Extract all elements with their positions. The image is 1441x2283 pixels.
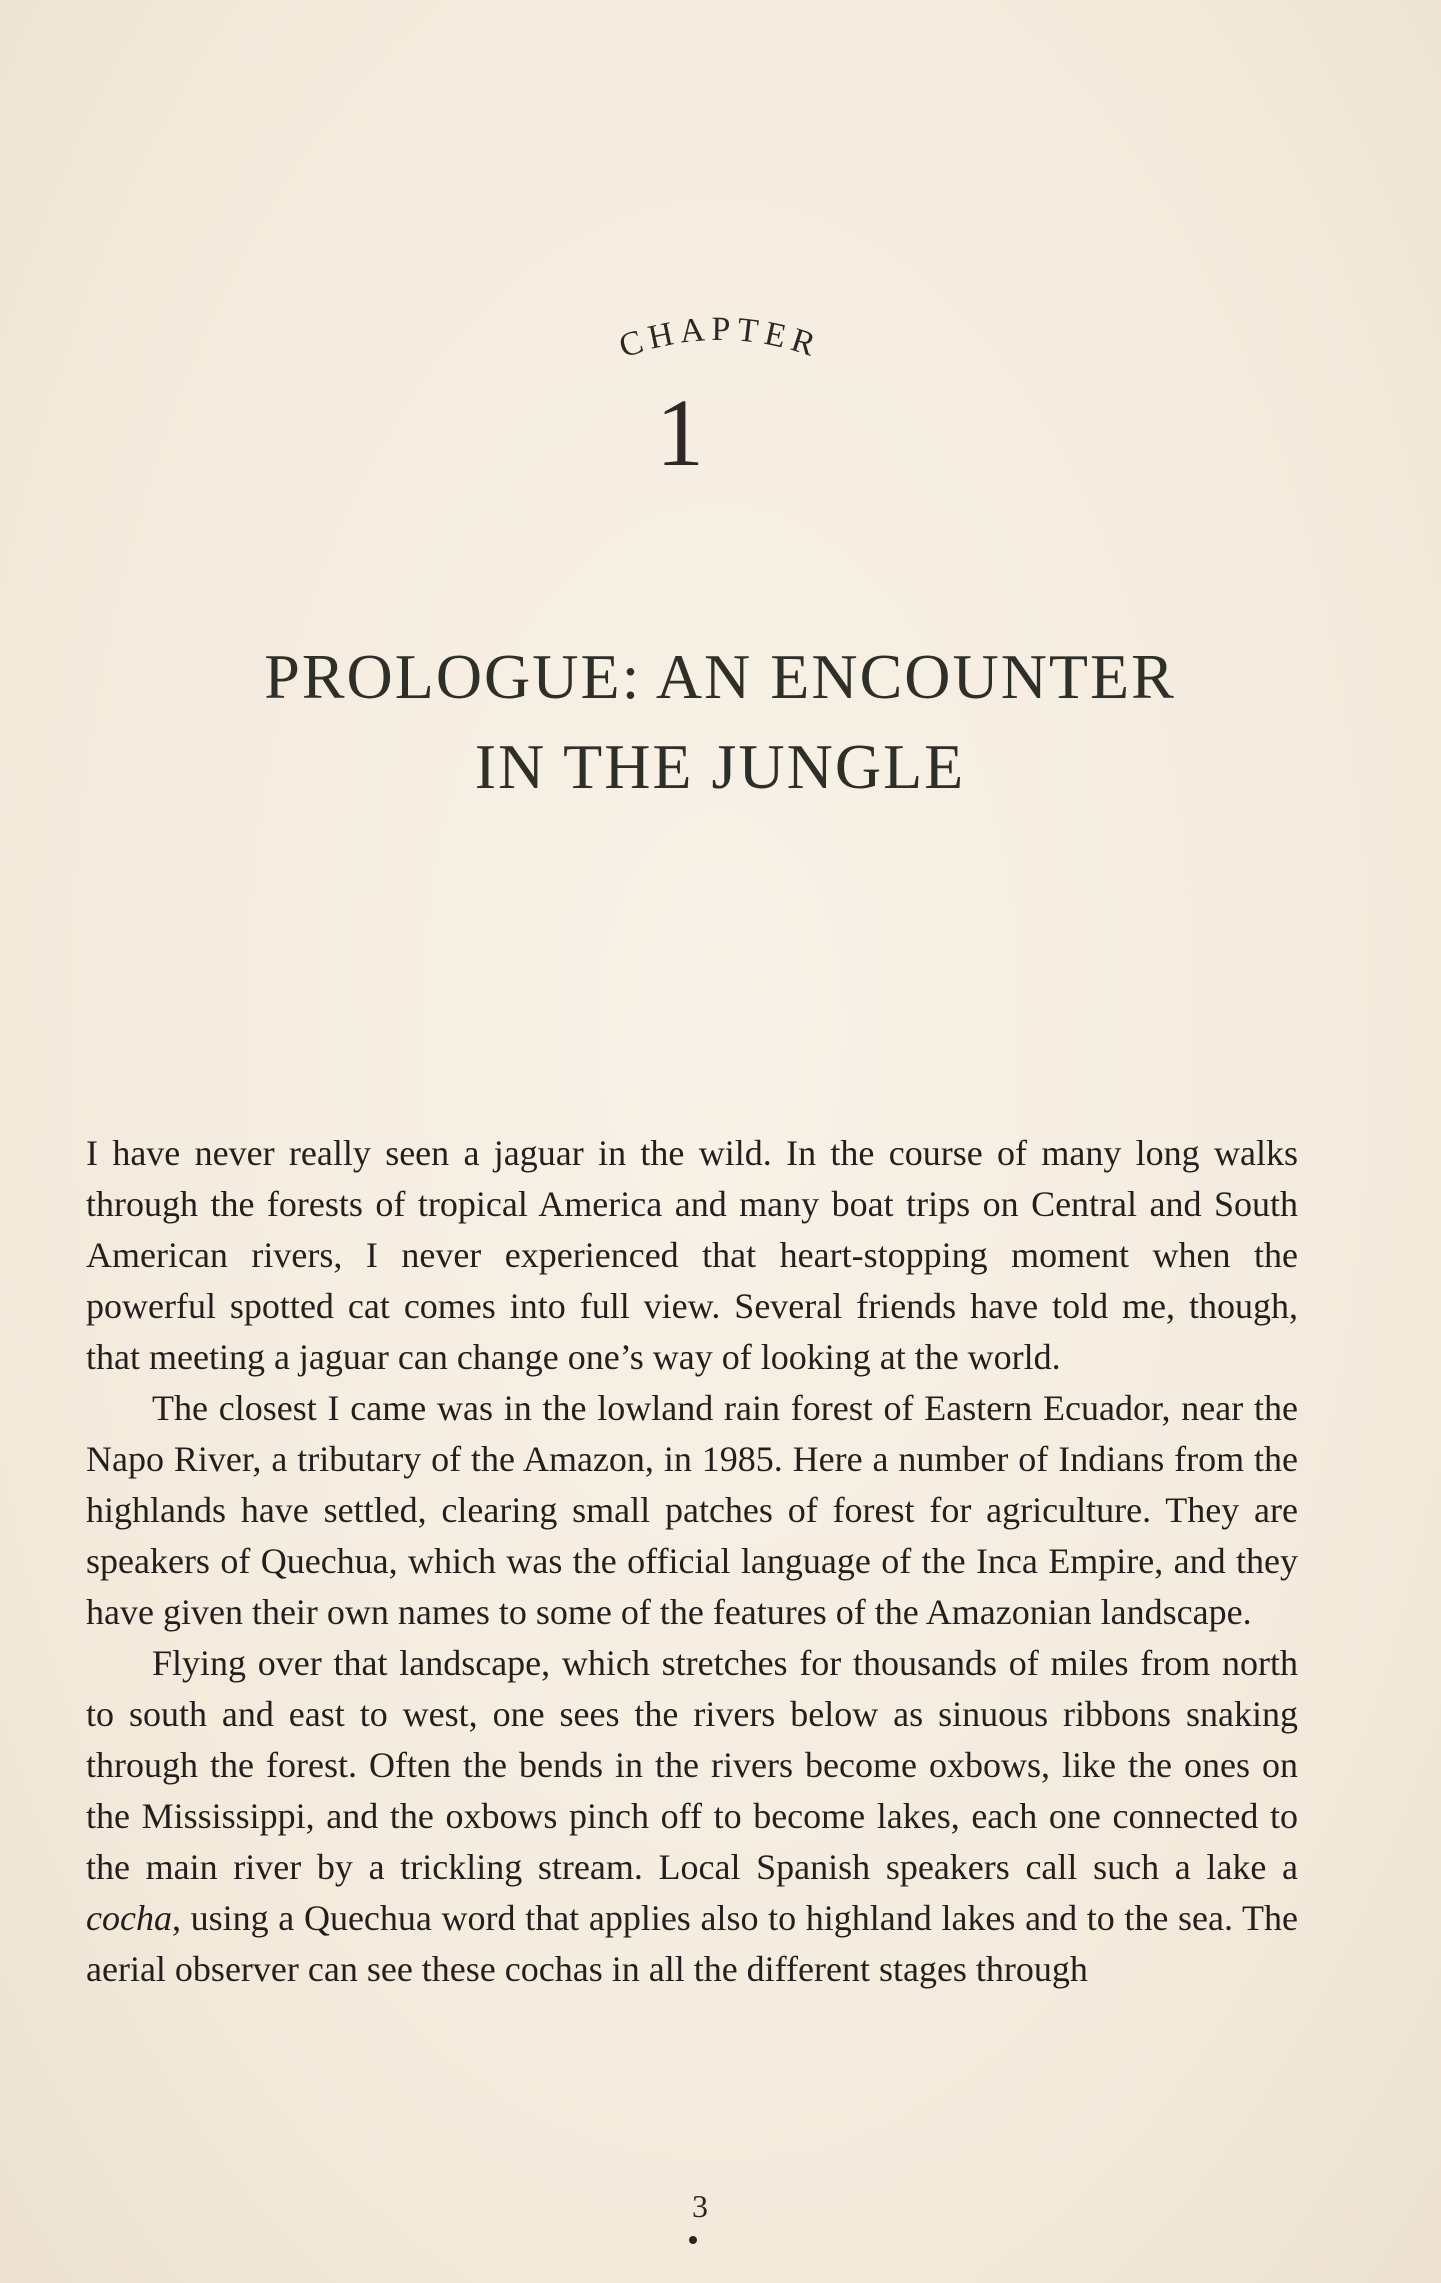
page-number: 3	[692, 2188, 708, 2224]
italic-term: cocha	[86, 1898, 172, 1938]
chapter-title-line-2: IN THE JUNGLE	[474, 731, 966, 802]
paragraph-2: The closest I came was in the lowland rain forest of Eastern Ecuador, near the Napo River, a tributary of the Amazon, in 1985. Here a number of Indians from the highlands have settled, clearing small patches of forest for agriculture. They are speakers of Quechua, which was the official language of the Inca Empire, and they have given their own names to some of the features of the Amazonian landscape.	[86, 1388, 1298, 1632]
chapter-label-text: CHAPTER	[614, 310, 826, 366]
body-text	[86, 1128, 1298, 1995]
chapter-arc-svg	[540, 290, 900, 400]
chapter-number: 1	[656, 379, 704, 486]
paragraph-3: Flying over that landscape, which stretches for thousands of miles from north to south and east to west, one sees the rivers below as sinuous ribbons snaking through the forest. Often the bends in the rivers become oxbows, like the ones on the Mississippi, and the oxbows pinch off to become lakes, each one connected to the main river by a trickling stream. Local Spanish speakers call such a lake a cocha, using a Quechua word that applies also to highland lakes and to the sea. The aerial observer can see these cochas in all the different stages through	[86, 1643, 1298, 1989]
page-ornament-dot	[689, 2236, 697, 2244]
chapter-title-line-1: PROLOGUE: AN ENCOUNTER	[264, 641, 1176, 712]
chapter-label	[540, 290, 900, 400]
paragraph-1: I have never really seen a jaguar in the wild. In the course of many long walks through the forests of tropical America and many boat trips on Central and South American rivers, I never experienced that heart-stopping moment when the powerful spotted cat comes into full view. Several friends have told me, though, that meeting a jaguar can change one’s way of looking at the world.	[86, 1133, 1298, 1377]
